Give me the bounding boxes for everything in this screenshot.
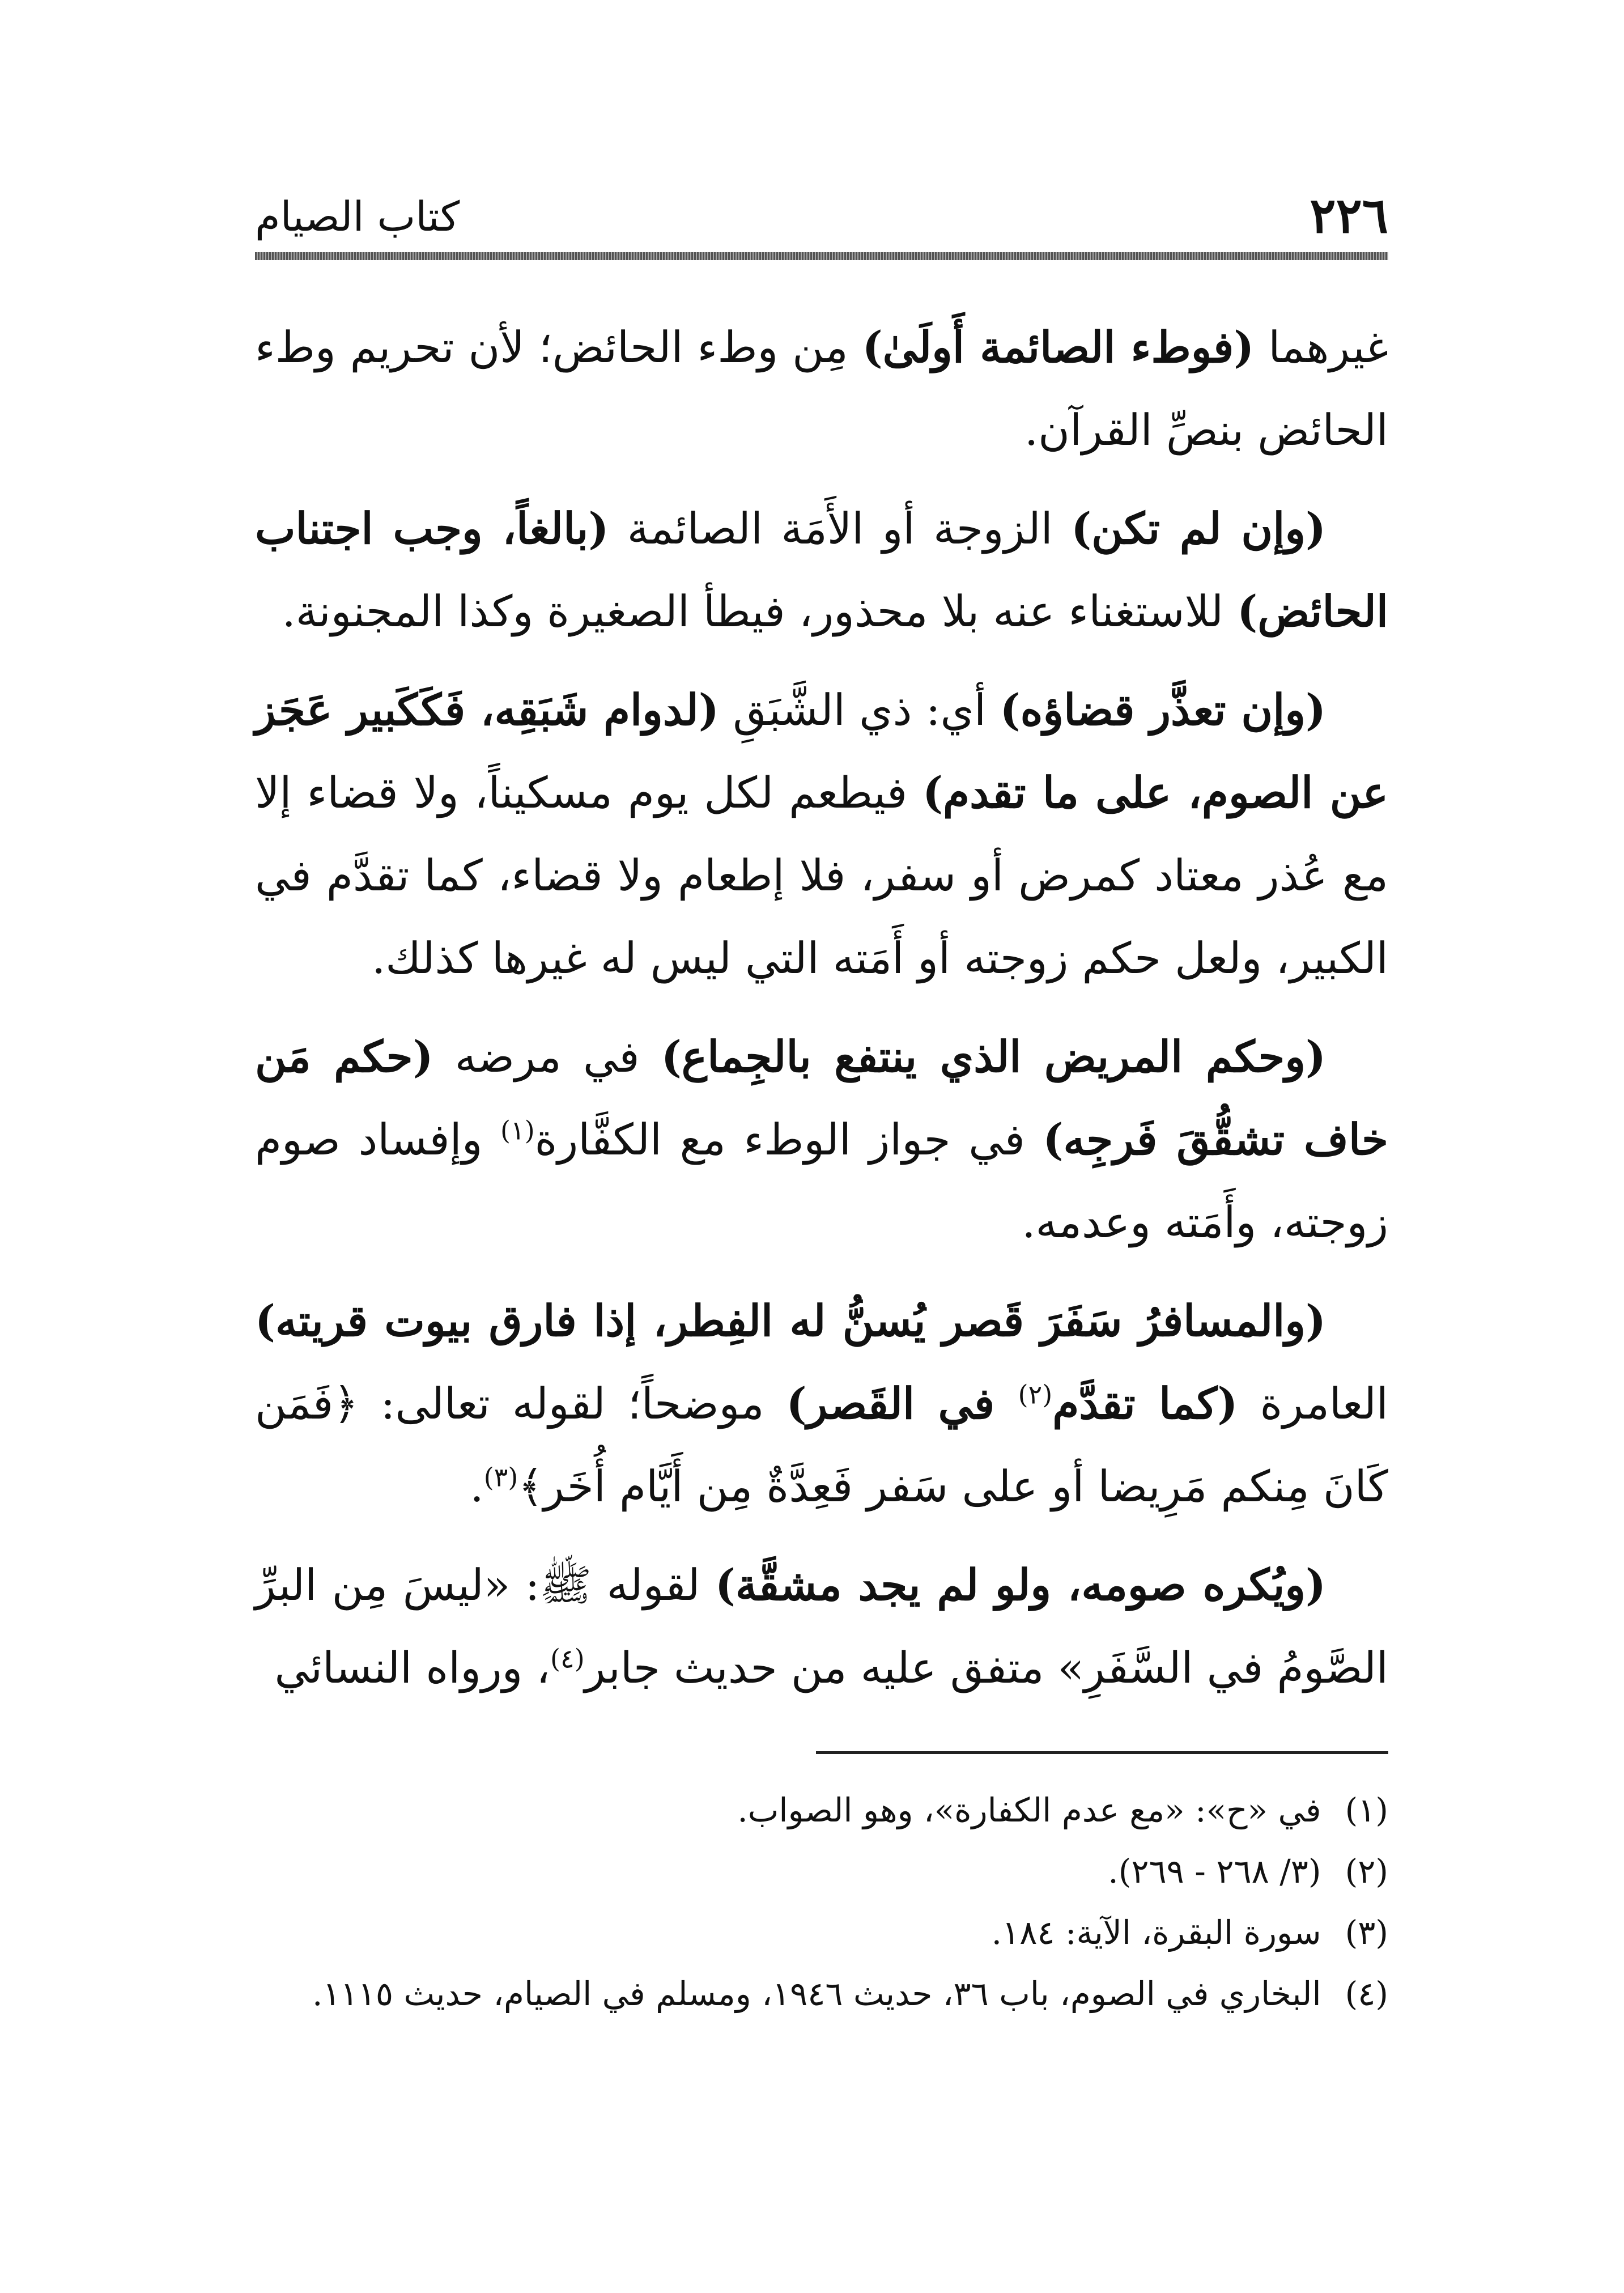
text-span: في جواز الوطء مع الكفَّارة [534, 1114, 1043, 1165]
bold-text: (وحكم المريض الذي ينتفع بالجِماع) [661, 1031, 1327, 1082]
text-span: الزوجة أو الأَمَة الصائمة [609, 503, 1072, 554]
text-span: موضحاً؛ لقوله تعالى: ﴿فَمَن كَانَ مِنكم مَرِيضا أو على سَفر فَعِدَّةٌ مِن أَيَّام أُخَر﴾ [255, 1378, 1388, 1511]
paragraph-6 [255, 1544, 1388, 1709]
running-title: كتاب الصيام [255, 193, 460, 240]
paragraph-5 [255, 1280, 1388, 1528]
footnote-item [255, 1841, 1388, 1902]
bold-text: في القَصر) [786, 1378, 1018, 1429]
bold-text: (وإن تعذَّر قضاؤه) [1000, 685, 1326, 735]
bold-text: (ويُكره صومه، ولو لم يجد مشقَّة) [715, 1560, 1326, 1610]
bold-text: (بالغاً، وجب اجتناب الحائض) [255, 503, 1388, 636]
footnote-marker[interactable]: (١) [500, 1115, 535, 1146]
footnote-item [255, 1902, 1388, 1963]
footnote-marker[interactable]: (٤) [550, 1643, 585, 1674]
text-span: فيطعم لكل يوم مسكيناً، ولا قضاء إلا مع عُذر معتاد كمرض أو سفر، فلا إطعام ولا قضاء، كما تقدَّم في الكبير، ولعل حكم زوجته أو أَمَته التي ليس له غيرها كذلك. [255, 767, 1388, 983]
footnote-item [255, 1963, 1388, 2024]
footnote-text: (٣/ ٢٦٨ - ٢٦٩). [1108, 1852, 1321, 1891]
bold-text: (حكم مَن خاف تشقُّقَ فَرجِه) [255, 1031, 1388, 1165]
text-span: مِن وطء الحائض؛ لأن تحريم وطء الحائض بنصِّ القرآن. [255, 322, 1388, 455]
footnote-number: (١) [1345, 1791, 1388, 1829]
footnotes [255, 1780, 1388, 2024]
text-span: العامرة [1238, 1378, 1388, 1429]
footnote-marker[interactable]: (٣) [483, 1462, 518, 1493]
footnote-text: البخاري في الصوم، باب ٣٦، حديث ١٩٤٦، ومسلم في الصيام، حديث ١١١٥. [312, 1974, 1321, 2013]
paragraph-2 [255, 487, 1388, 653]
bold-text: (فوطء الصائمة أَولَىٰ) [862, 322, 1255, 372]
header-divider [255, 252, 1388, 260]
footnote-item [255, 1780, 1388, 1841]
main-text [255, 306, 1388, 1725]
paragraph-4 [255, 1016, 1388, 1264]
paragraph-1 [255, 306, 1388, 472]
footnote-divider [816, 1751, 1388, 1754]
bold-text: (لدوام شَبَقِه، فَكَكَبير عَجَز عن الصوم، على ما تقدم) [255, 685, 1388, 818]
bold-text: (والمسافرُ سَفَرَ قَصر يُسنُّ له الفِطر، إذا فارق بيوت قريته) [255, 1296, 1326, 1346]
footnote-marker[interactable]: (٢) [1018, 1379, 1053, 1410]
footnote-text: في «ح»: «مع عدم الكفارة»، وهو الصواب. [737, 1791, 1321, 1829]
page-header [255, 181, 1388, 249]
text-span: وإفساد صوم زوجته، وأَمَته وعدمه. [255, 1114, 1388, 1247]
text-span: لقوله ﷺ: «ليسَ مِن البرِّ الصَّومُ في السَّفَرِ» متفق عليه من حديث جابر [255, 1560, 1388, 1693]
text-span: . [470, 1461, 484, 1511]
text-span: للاستغناء عنه بلا محذور، فيطأ الصغيرة وكذا المجنونة. [282, 586, 1238, 636]
bold-text: (كما تقدَّم [1052, 1378, 1238, 1429]
text-span: ، ورواه النسائي [274, 1642, 551, 1693]
page-number: ٢٢٦ [1310, 187, 1388, 244]
footnote-text: سورة البقرة، الآية: ١٨٤. [991, 1913, 1321, 1952]
text-span: أي: ذي الشَّبَقِ [719, 685, 1000, 735]
footnote-number: (٢) [1345, 1852, 1388, 1891]
text-span: غيرهما [1254, 322, 1388, 372]
footnote-number: (٣) [1345, 1913, 1388, 1952]
text-span: في مرضه [433, 1031, 661, 1082]
paragraph-3 [255, 669, 1388, 1000]
bold-text: (وإن لم تكن) [1071, 503, 1326, 554]
footnote-number: (٤) [1345, 1974, 1388, 2013]
